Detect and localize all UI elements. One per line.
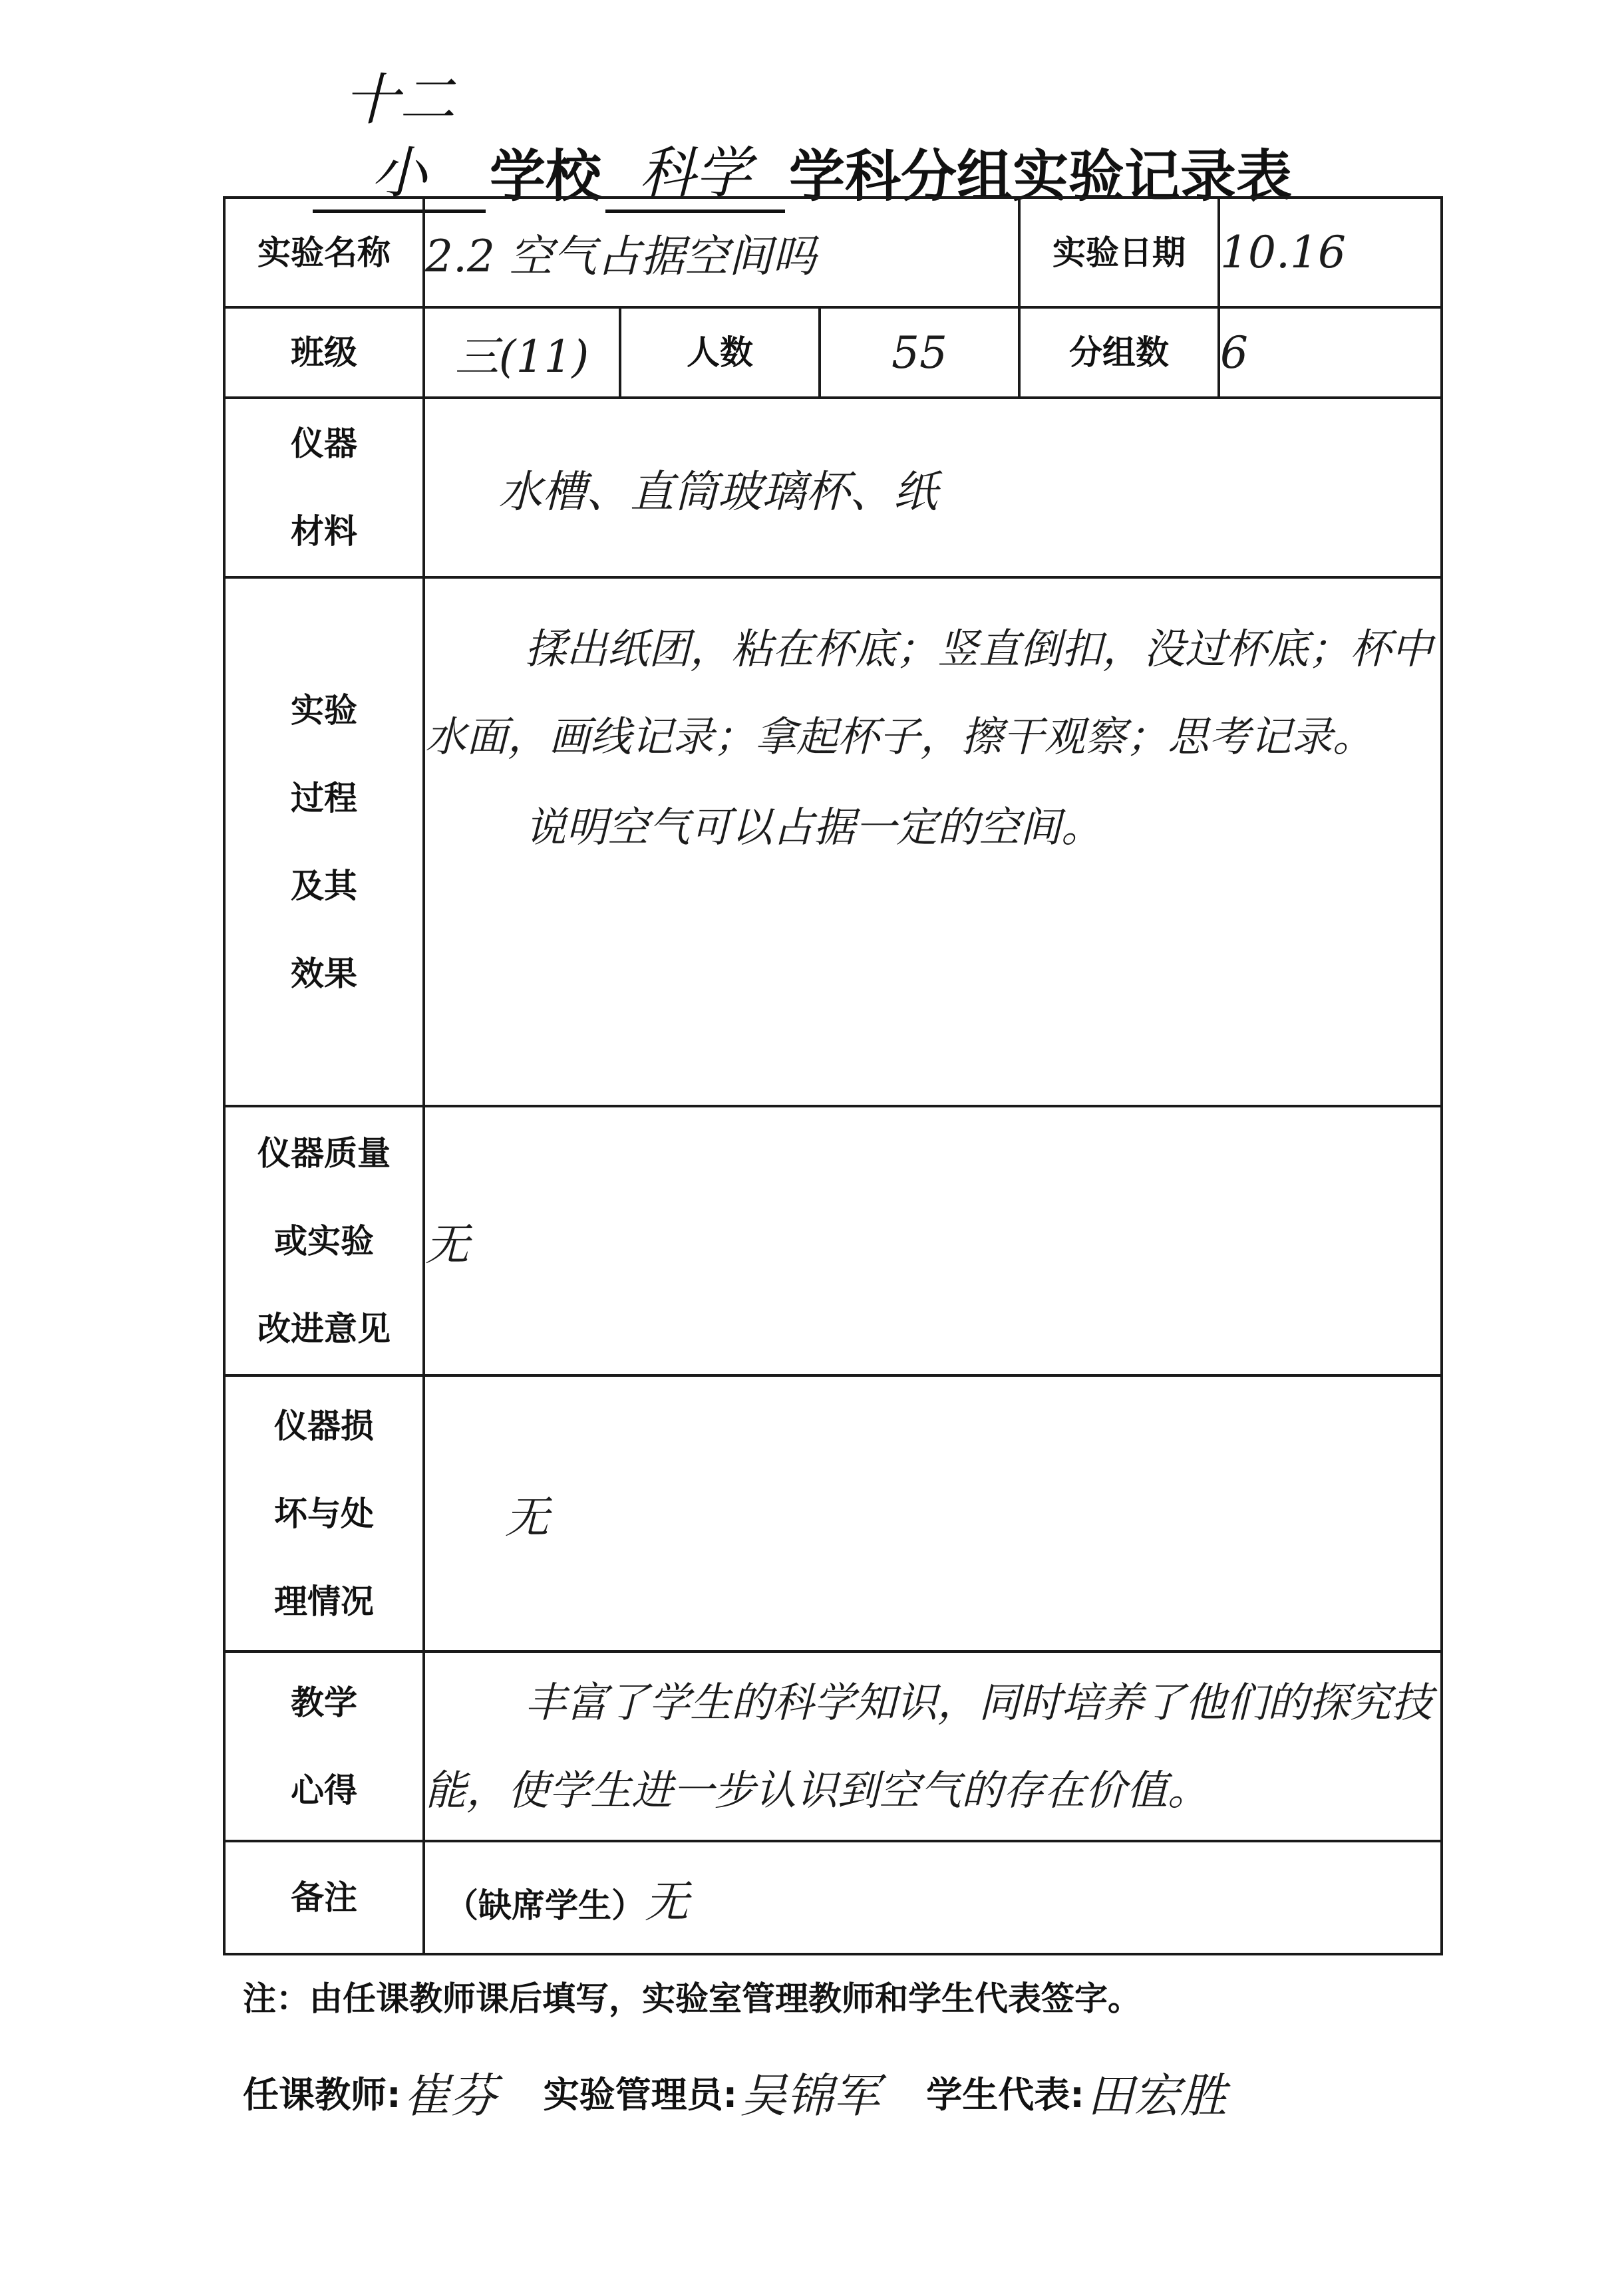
- reflection-label-line-2: 心得: [291, 1771, 357, 1810]
- damage-label: [224, 1375, 424, 1651]
- student-signature-group: [926, 2059, 1227, 2126]
- row-process: [224, 577, 1442, 1106]
- group-count-label: 分组数: [1019, 307, 1219, 398]
- experiment-name-label: 实验名称: [224, 198, 424, 307]
- quality-label-line-3: 改进意见: [257, 1309, 391, 1348]
- student-count-label: 人数: [620, 307, 820, 398]
- row-equipment: [224, 398, 1442, 577]
- row-quality: [224, 1106, 1442, 1375]
- class-label: 班级: [224, 307, 424, 398]
- student-rep-label: 学生代表:: [926, 2073, 1084, 2116]
- row-experiment-name: [224, 198, 1442, 307]
- teacher-signature: 崔芬: [403, 2068, 497, 2123]
- student-count-value: 55: [820, 307, 1019, 398]
- school-suffix: 学校: [490, 144, 602, 209]
- quality-value: 无: [424, 1106, 1442, 1375]
- teacher-signature-group: [243, 2059, 497, 2126]
- teacher-label: 任课教师:: [243, 2073, 401, 2116]
- group-count-value: 6: [1219, 307, 1442, 398]
- damage-label-line-3: 理情况: [274, 1582, 374, 1621]
- quality-label-line-2: 或实验: [274, 1221, 374, 1260]
- subject-name: 科学: [605, 136, 785, 213]
- remarks-value: 无: [645, 1876, 689, 1928]
- process-steps: 揉出纸团，粘在杯底；竖直倒扣，没过杯底；杯中水面，画线记录；拿起杯子，擦干观察；思考记录。: [425, 625, 1433, 761]
- quality-label-line-1: 仪器质量: [257, 1133, 391, 1173]
- student-rep-signature: 田宏胜: [1086, 2068, 1227, 2123]
- row-class-info: [224, 307, 1442, 398]
- equipment-label-line-2: 材料: [291, 512, 357, 551]
- remarks-cell: [424, 1841, 1442, 1954]
- reflection-label-line-1: 教学: [291, 1683, 357, 1722]
- equipment-label-line-1: 仪器: [291, 424, 357, 463]
- experiment-record-table: [223, 196, 1443, 1955]
- admin-label: 实验管理员:: [543, 2073, 738, 2116]
- quality-label: [224, 1106, 424, 1375]
- process-content: [424, 577, 1442, 1106]
- process-label-line-2: 过程: [291, 778, 357, 817]
- equipment-label: [224, 398, 424, 577]
- row-damage: [224, 1375, 1442, 1651]
- admin-signature-group: [544, 2059, 880, 2126]
- equipment-value: 水槽、直筒玻璃杯、纸: [424, 398, 1442, 577]
- reflection-value: 丰富了学生的科学知识，同时培养了他们的探究技能，使学生进一步认识到空气的存在价值。: [424, 1651, 1442, 1841]
- class-value: 三(11): [424, 307, 620, 398]
- damage-value: 无: [424, 1375, 1442, 1651]
- damage-label-line-2: 坏与处: [274, 1494, 374, 1533]
- footer-note: 注：由任课教师课后填写，实验室管理教师和学生代表签字。: [243, 1979, 1141, 2018]
- row-remarks: [224, 1841, 1442, 1954]
- process-label: [224, 577, 424, 1106]
- damage-label-line-1: 仪器损: [274, 1406, 374, 1445]
- process-conclusion: 说明空气可以占据一定的空间。: [525, 803, 1103, 851]
- signature-line: [243, 2052, 1507, 2132]
- reflection-label: [224, 1651, 424, 1841]
- admin-signature: 吴锦军: [740, 2068, 880, 2123]
- row-reflection: [224, 1651, 1442, 1841]
- process-label-line-4: 效果: [291, 954, 357, 993]
- remarks-label: 备注: [224, 1841, 424, 1954]
- form-title-text: 学科分组实验记录表: [789, 144, 1293, 209]
- experiment-date-value: 10.16: [1219, 198, 1442, 307]
- school-name: 十二小: [313, 63, 486, 213]
- experiment-name-value: 2.2 空气占据空间吗: [424, 198, 1019, 307]
- process-label-line-3: 及其: [291, 866, 357, 905]
- process-label-line-1: 实验: [291, 690, 357, 730]
- remarks-prefix: （缺席学生）: [445, 1886, 645, 1925]
- experiment-date-label: 实验日期: [1019, 198, 1219, 307]
